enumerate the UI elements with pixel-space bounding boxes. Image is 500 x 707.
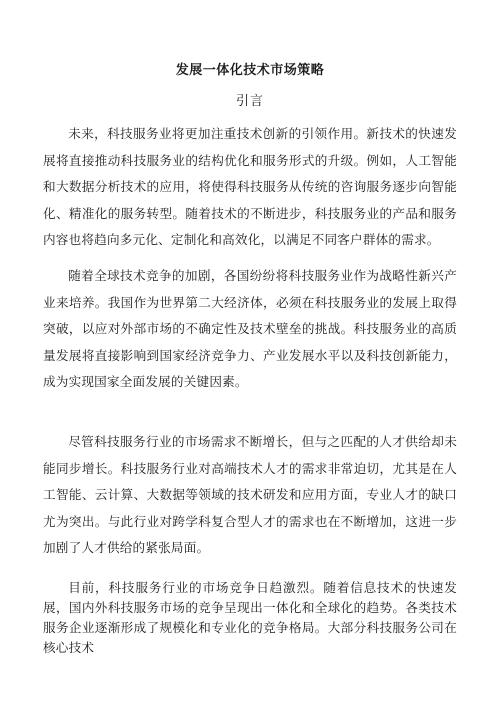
paragraph-1: 未来，科技服务业将更加注重技术创新的引领作用。新技术的快速发展将直接推动科技服务业的结构优化和服务形式的升级。例如，人工智能和大数据分析技术的应用，将使得科技服务从传统的咨询服务逐步向智能化、精准化的服务转型。随着技术的不断进步，科技服务业的产品和服务内容也将趋向多元化、定制化和高效化，以满足不同客户群体的需求。 bbox=[43, 126, 457, 248]
paragraph-3: 尽管科技服务行业的市场需求不断增长，但与之匹配的人才供给却未能同步增长。科技服务行业对高端技术人才的需求非常迫切，尤其是在人工智能、云计算、大数据等领域的技术研发和应用方面，专业人才的缺口尤为突出。与此行业对跨学科复合型人才的需求也在不断增加，这进一步加剧了人才供给的紧张局面。 bbox=[43, 434, 457, 556]
paragraph-2: 随着全球技术竞争的加剧，各国纷纷将科技服务业作为战略性新兴产业来培养。我国作为世界第二大经济体，必须在科技服务业的发展上取得突破，以应对外部市场的不确定性及技术壁垒的挑战。科技服务业的高质量发展将直接影响到国家经济竞争力、产业发展水平以及科技创新能力，成为实现国家全面发展的关键因素。 bbox=[43, 268, 457, 390]
document-title: 发展一体化技术市场策略 bbox=[175, 63, 325, 78]
section-heading: 引言 bbox=[235, 94, 264, 109]
paragraph-4: 目前，科技服务行业的市场竞争日趋激烈。随着信息技术的快速发展，国内外科技服务市场的竞争呈现出一体化和全球化的趋势。各类技术服务企业逐渐形成了规模化和专业化的竞争格局。大部分科技服务公司在核心技术 bbox=[43, 580, 457, 655]
